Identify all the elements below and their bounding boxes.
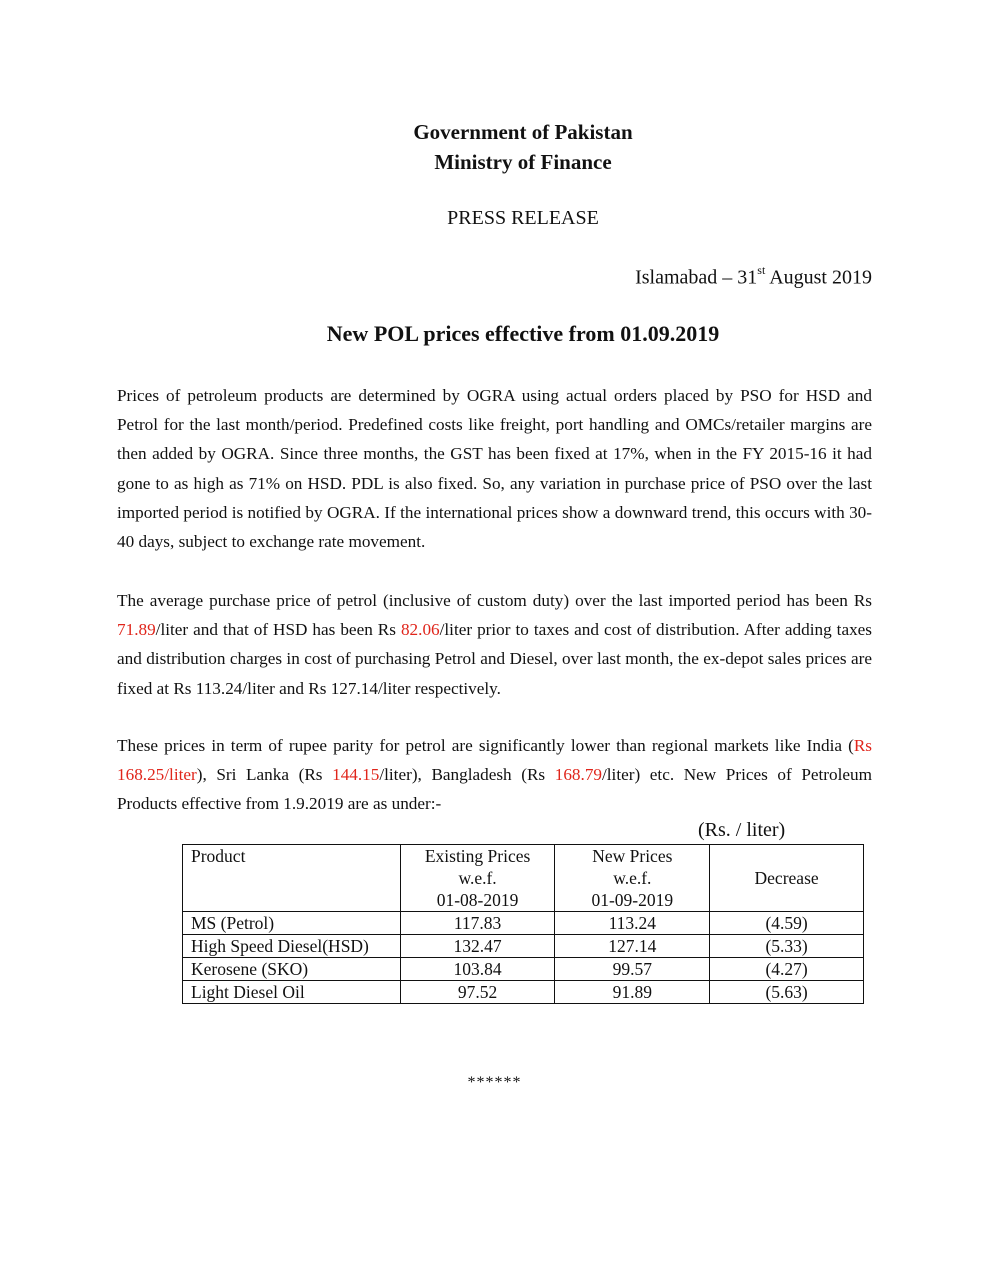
cell-existing: 132.47 [400,935,555,958]
table-row [183,912,864,935]
cell-existing: 103.84 [400,958,555,981]
p2-petrol-price-highlight: 71.89 [117,620,156,640]
table-header-row [183,845,864,912]
cell-existing: 117.83 [400,912,555,935]
p3-text-1: These prices in term of rupee parity for petrol are significantly lower than regional markets like India ( [117,736,854,755]
p3-text-4: /liter) etc. New Prices of Petroleum Products effective from 1.9.2019 are as under:- [117,765,872,814]
cell-product: MS (Petrol) [183,912,401,935]
header-new-line2: w.e.f. [613,868,652,888]
dateline [635,265,872,290]
cell-decrease: (5.63) [710,981,864,1004]
cell-product: High Speed Diesel(HSD) [183,935,401,958]
cell-decrease: (4.27) [710,958,864,981]
header-product: Product [183,845,401,912]
header-new-line3: 01-09-2019 [591,890,674,910]
header-existing-prices [400,845,555,912]
header-new-prices [555,845,710,912]
p3-text-2: ), Sri Lanka (Rs [196,765,333,785]
p2-text-3: /liter prior to taxes and cost of distribution. After adding taxes and distribution charges in cost of purchasing Petrol and Diesel, over last month, the ex-depot sales prices are fixed at Rs 113.24/liter and Rs 127.14/liter respectively. [117,620,872,698]
end-marker: ****** [467,1074,522,1091]
header-decrease: Decrease [710,845,864,912]
header-new-line1: New Prices [592,846,673,866]
paragraph-purchase-price [117,586,872,703]
cell-new: 113.24 [555,912,710,935]
p2-text-2: /liter and that of HSD has been Rs [155,620,401,640]
dateline-suffix: August 2019 [765,266,872,289]
header-existing-line1: Existing Prices [424,846,531,866]
p2-hsd-price-highlight: 82.06 [400,620,440,640]
header-existing-line2: w.e.f. [458,868,497,888]
p3-bangladesh-price-highlight: 168.79 [554,765,602,785]
cell-new: 127.14 [555,935,710,958]
header-ministry: Ministry of Finance [434,150,612,174]
dateline-prefix: Islamabad – 31 [635,266,758,289]
cell-decrease: (5.33) [710,935,864,958]
prices-table [182,844,864,1004]
p3-india-price-highlight: Rs 168.25/liter [117,736,872,785]
p3-text-3: /liter), Bangladesh (Rs [379,765,555,785]
p3-srilanka-price-highlight: 144.15 [332,765,380,785]
paragraph-pricing-method: Prices of petroleum products are determined by OGRA using actual orders placed by PSO for HSD and Petrol for the last month/period. Predefined costs like freight, port handling and OMCs/retailer margins are then added by OGRA. Since three months, the GST has been fixed at 17%, when in the FY 2015-16 it had gone to as high as 71% on HSD. PDL is also fixed. So, any variation in purchase price of PSO over the last imported period is notified by OGRA. If the international prices show a downward trend, this occurs with 30-40 days, subject to exchange rate movement. [117,386,872,552]
cell-existing: 97.52 [400,981,555,1004]
press-release-label: PRESS RELEASE [447,207,599,229]
table-row [183,958,864,981]
table-row [183,981,864,1004]
p2-text-1: The average purchase price of petrol (inclusive of custom duty) over the last imported period has been Rs [117,591,872,610]
cell-new: 91.89 [555,981,710,1004]
page-title: New POL prices effective from 01.09.2019 [326,321,720,346]
table-unit-label: (Rs. / liter) [698,819,786,841]
header-government: Government of Pakistan [413,120,633,144]
cell-new: 99.57 [555,958,710,981]
table-row [183,935,864,958]
cell-decrease: (4.59) [710,912,864,935]
cell-product: Kerosene (SKO) [183,958,401,981]
paragraph-regional-comparison [117,731,872,819]
cell-product: Light Diesel Oil [183,981,401,1004]
header-existing-line3: 01-08-2019 [436,890,519,910]
dateline-sup: st [757,263,766,277]
